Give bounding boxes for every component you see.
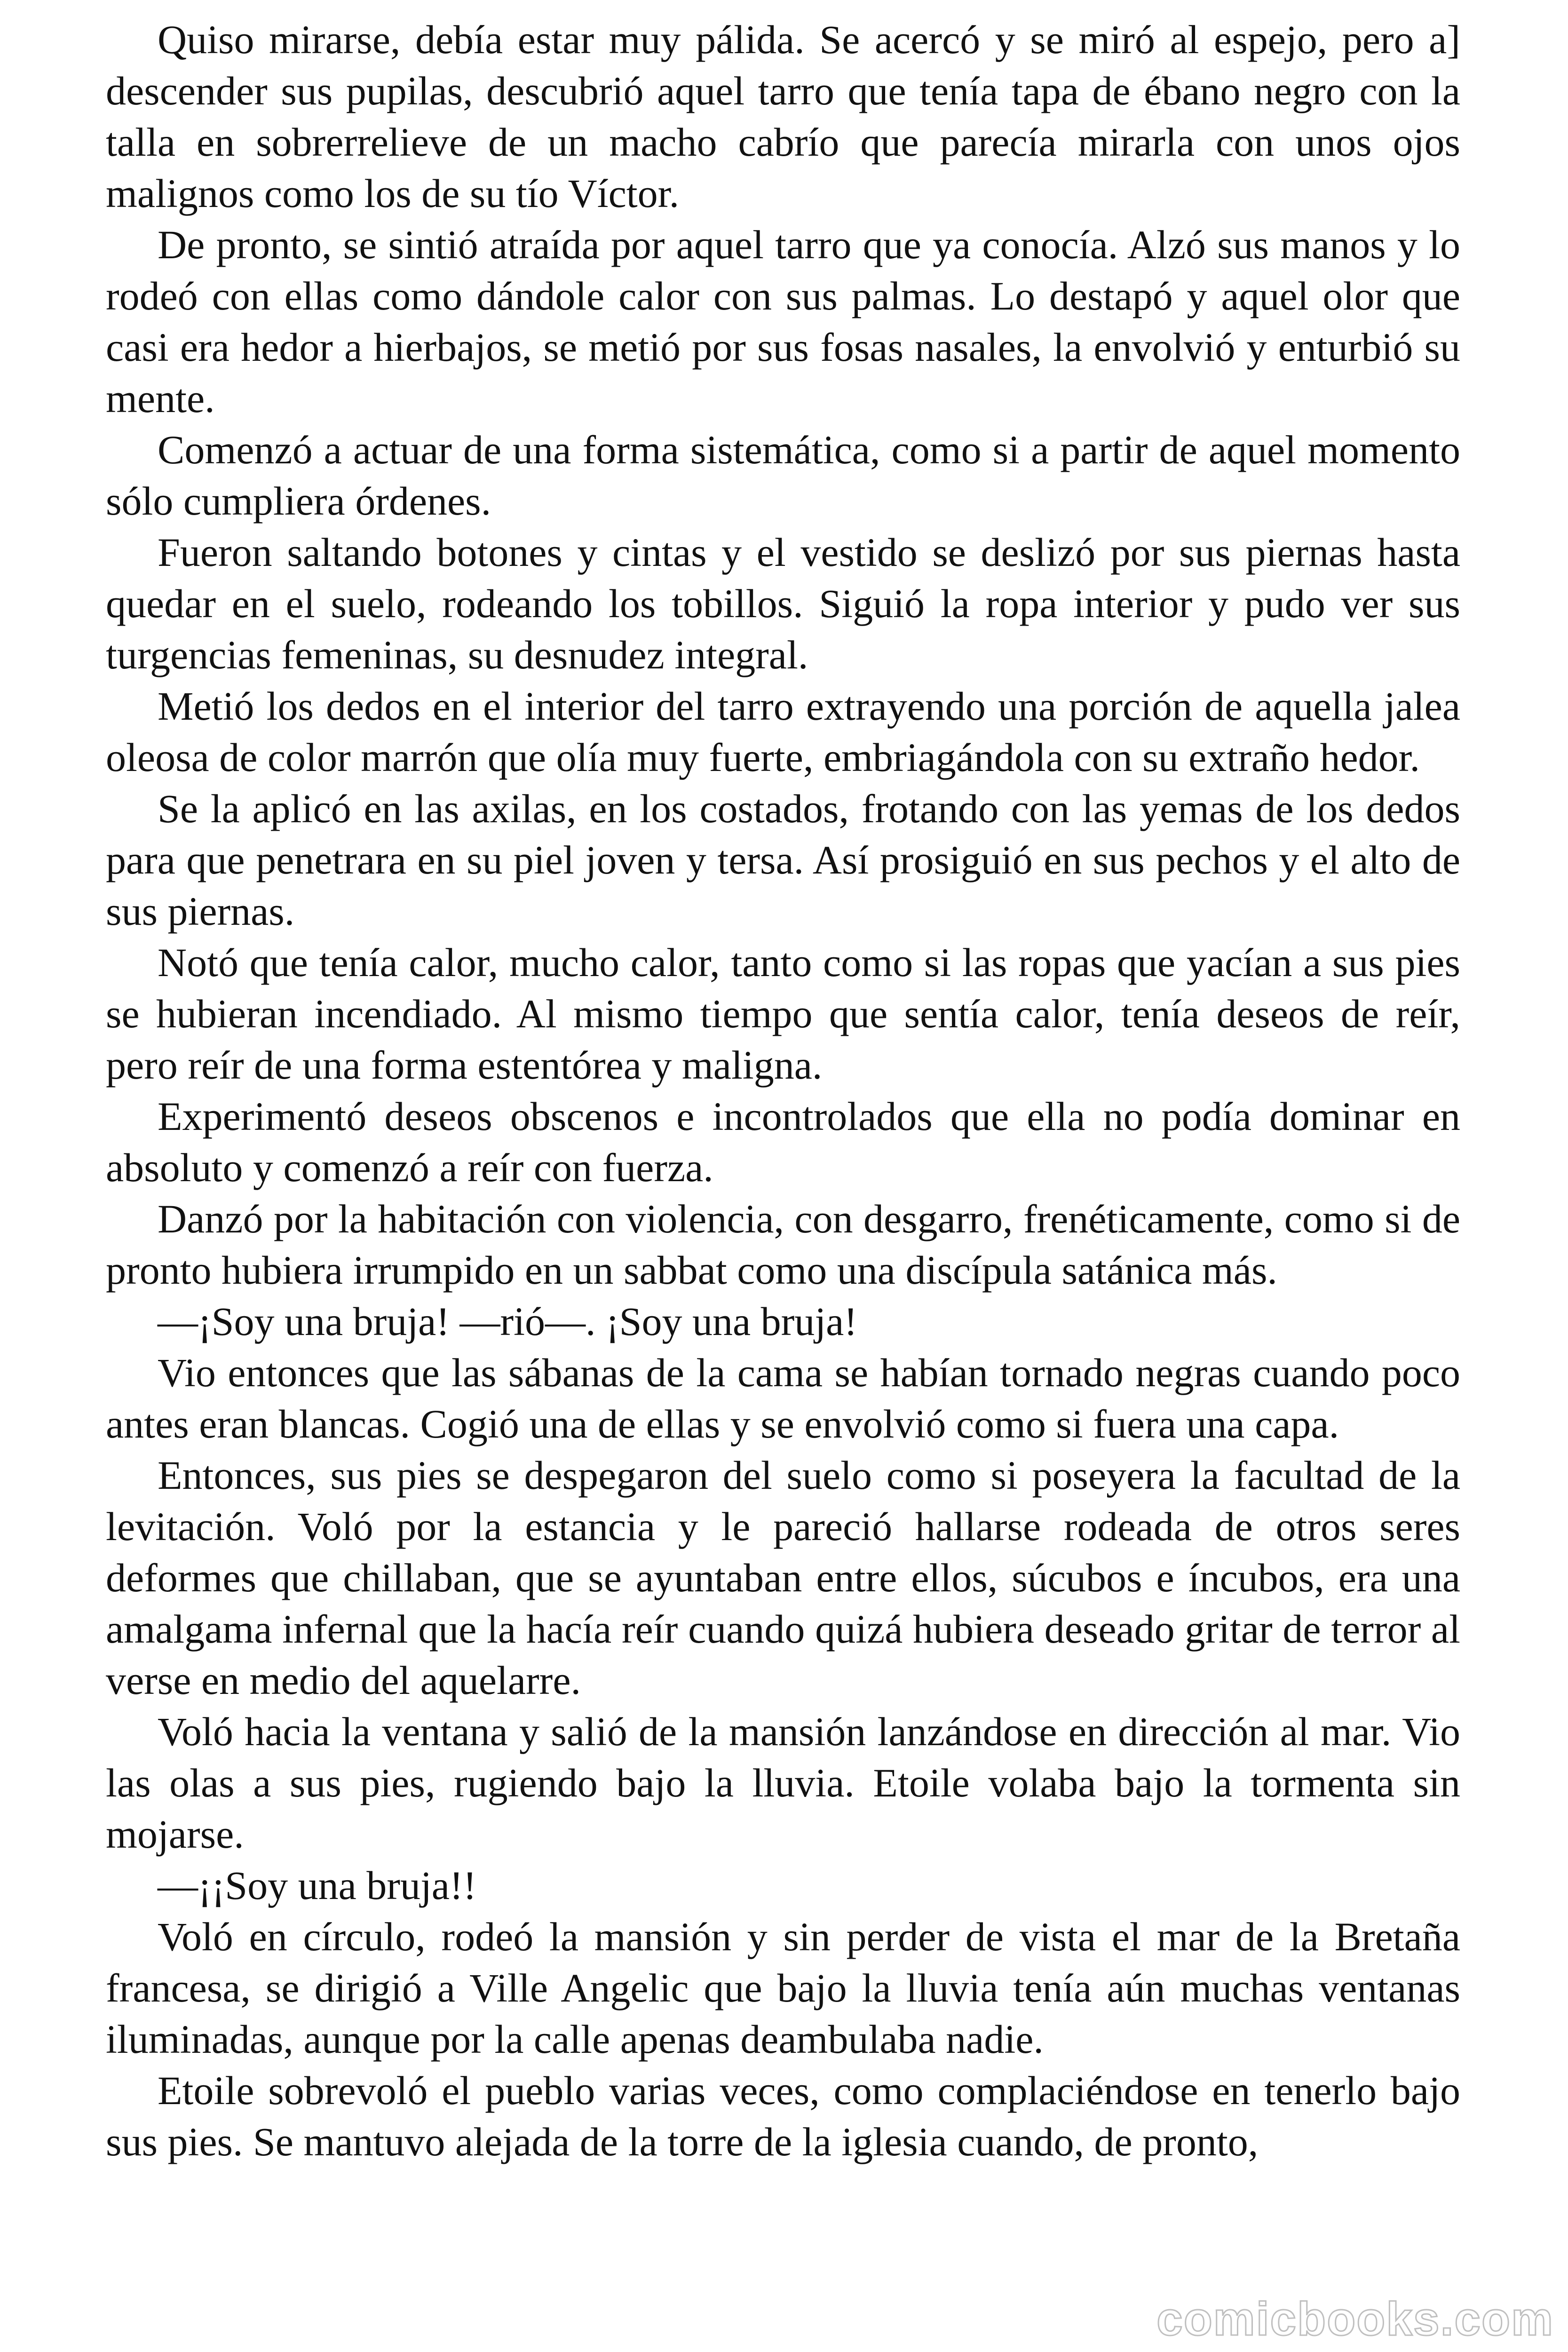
paragraph-15: Voló en círculo, rodeó la mansión y sin perder de vista el mar de la Bretaña francesa, se dirigió a Ville Angelic que bajo la lluvia tenía aún muchas ventanas iluminadas, aunque por la calle apenas deambulaba nadie. (106, 1914, 1460, 2062)
paragraph-10: —¡Soy una bruja! —rió—. ¡Soy una bruja! (158, 1299, 857, 1344)
paragraph-7: Notó que tenía calor, mucho calor, tanto como si las ropas que yacían a sus pies se hubieran incendiado. Al mismo tiempo que sentía calor, tenía deseos de reír, pero reír de una forma estentórea y maligna. (106, 940, 1460, 1088)
paragraph-13: Voló hacia la ventana y salió de la mansión lanzándose en dirección al mar. Vio las olas a sus pies, rugiendo bajo la lluvia. Etoile volaba bajo la tormenta sin mojarse. (106, 1709, 1460, 1857)
paragraph-4: Fueron saltando botones y cintas y el vestido se deslizó por sus piernas hasta quedar en el suelo, rodeando los tobillos. Siguió la ropa interior y pudo ver sus turgencias femeninas, su desnudez integral. (106, 530, 1460, 677)
paragraph-6: Se la aplicó en las axilas, en los costados, frotando con las yemas de los dedos para que penetrara en su piel joven y tersa. Así prosiguió en sus pechos y el alto de sus piernas. (106, 786, 1460, 934)
paragraph-1: Quiso mirarse, debía estar muy pálida. Se acercó y se miró al espejo, pero a] descender sus pupilas, descubrió aquel tarro que tenía tapa de ébano negro con la talla en sobrerrelieve de un macho cabrío que parecía mirarla con unos ojos malignos como los de su tío Víctor. (106, 17, 1460, 216)
paragraph-14: —¡¡Soy una bruja!! (158, 1863, 477, 1908)
paragraph-5: Metió los dedos en el interior del tarro extrayendo una porción de aquella jalea oleosa de color marrón que olía muy fuerte, embriagándola con su extraño hedor. (106, 683, 1460, 780)
paragraph-12: Entonces, sus pies se despegaron del suelo como si poseyera la facultad de la levitación. Voló por la estancia y le pareció hallarse rodeada de otros seres deformes que chillaban, que se ayuntaban entre ellos, súcubos e íncubos, era una amalgama infernal que la hacía reír cuando quizá hubiera deseado gritar de terror al verse en medio del aquelarre. (106, 1453, 1460, 1703)
paragraph-11: Vio entonces que las sábanas de la cama se habían tornado negras cuando poco antes eran blancas. Cogió una de ellas y se envolvió como si fuera una capa. (106, 1350, 1460, 1446)
watermark: comicbooks.com (1156, 2293, 1554, 2345)
paragraph-8: Experimentó deseos obscenos e incontrolados que ella no podía dominar en absoluto y comenzó a reír con fuerza. (106, 1094, 1460, 1190)
paragraph-9: Danzó por la habitación con violencia, con desgarro, frenéticamente, como si de pronto hubiera irrumpido en un sabbat como una discípula satánica más. (106, 1196, 1460, 1293)
paragraph-16: Etoile sobrevoló el pueblo varias veces, como complaciéndose en tenerlo bajo sus pies. Se mantuvo alejada de la torre de la iglesia cuando, de pronto, (106, 2068, 1460, 2164)
paragraph-2: De pronto, se sintió atraída por aquel tarro que ya conocía. Alzó sus manos y lo rodeó con ellas como dándole calor con sus palmas. Lo destapó y aquel olor que casi era hedor a hierbajos, se metió por sus fosas nasales, la envolvió y enturbió su mente. (106, 222, 1460, 421)
paragraph-3: Comenzó a actuar de una forma sistemática, como si a partir de aquel momento sólo cumpliera órdenes. (106, 427, 1460, 524)
body-text (106, 14, 1460, 2168)
